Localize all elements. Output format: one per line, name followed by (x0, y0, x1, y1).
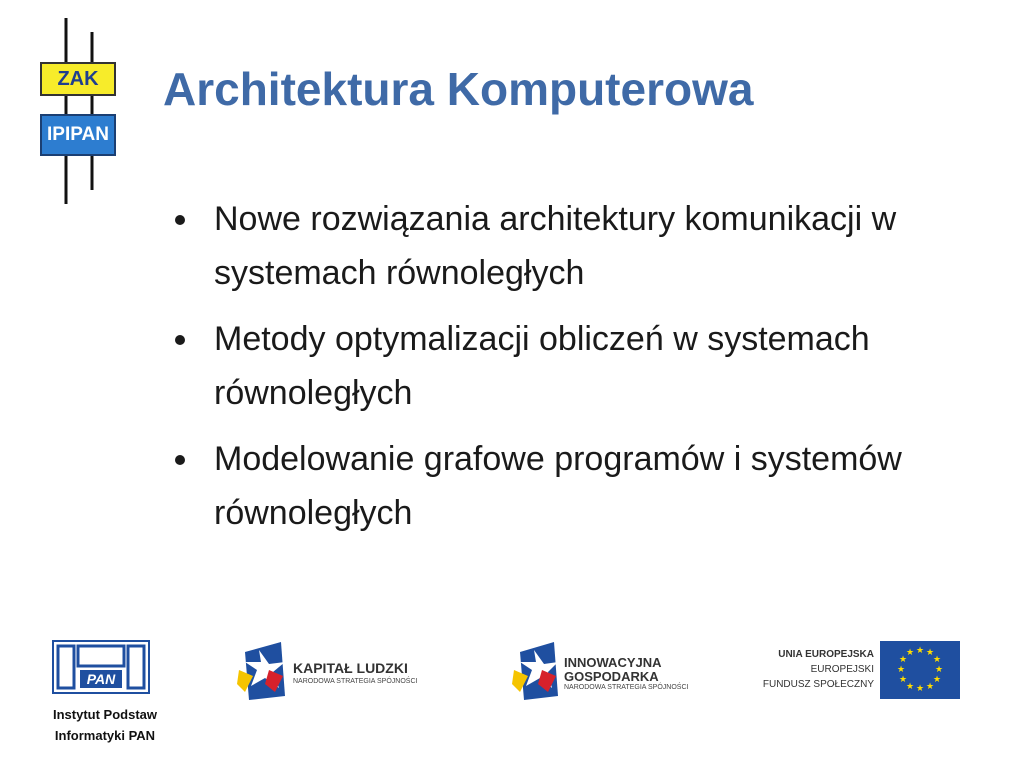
bullet-item (170, 312, 990, 420)
bullet-text: Metody optymalizacji obliczeń w systemach równoległych (214, 320, 870, 412)
svg-text:★: ★ (925, 648, 935, 658)
eu-line1: UNIA EUROPEJSKA (778, 649, 874, 660)
svg-text:★: ★ (932, 655, 942, 665)
innowacyjna-gospodarka-emblem (512, 640, 562, 702)
bullet-item (170, 192, 990, 300)
eu-line3: FUNDUSZ SPOŁECZNY (762, 679, 874, 690)
innowacyjna-gospodarka-name-line1: INNOWACYJNA (564, 655, 662, 670)
eu-efs-logo (760, 640, 960, 702)
pan-caption-line1: Instytut Podstaw (52, 707, 157, 722)
bullet-list (170, 192, 990, 552)
kapital-ludzki-name: KAPITAŁ LUDZKI (293, 660, 408, 676)
svg-text:★: ★ (934, 665, 944, 675)
bullet-icon (175, 455, 185, 465)
svg-text:★: ★ (932, 675, 942, 685)
pan-caption-line2: Informatyki PAN (54, 728, 156, 743)
pan-mark-text: PAN (86, 671, 116, 687)
pan-logo (52, 640, 152, 696)
bullet-item (170, 432, 990, 540)
pan-logo-mark (52, 640, 152, 696)
bullet-icon (175, 215, 185, 225)
bullet-text: Nowe rozwiązania architektury komunikacji w systemach równoległych (214, 200, 897, 292)
eu-line2: EUROPEJSKI (810, 664, 874, 675)
pan-caption (30, 704, 180, 746)
innowacyjna-gospodarka-name-line2: GOSPODARKA (564, 669, 659, 684)
bullet-text: Modelowanie grafowe programów i systemów równoległych (214, 440, 902, 532)
svg-text:★: ★ (915, 684, 925, 694)
svg-text:★: ★ (898, 655, 908, 665)
zak-label: ZAK (40, 62, 116, 96)
svg-text:★: ★ (896, 665, 906, 675)
eu-flag-icon (880, 641, 960, 699)
zak-ipipan-logo (36, 18, 120, 204)
kapital-ludzki-subtitle: NARODOWA STRATEGIA SPÓJNOŚCI (293, 678, 418, 685)
innowacyjna-gospodarka-logo (512, 640, 712, 702)
svg-text:★: ★ (905, 682, 915, 692)
slide-title: Architektura Komputerowa (163, 63, 754, 115)
svg-text:★: ★ (898, 675, 908, 685)
logo-lines (36, 18, 120, 204)
innowacyjna-gospodarka-subtitle: NARODOWA STRATEGIA SPÓJNOŚCI (564, 684, 689, 691)
kapital-ludzki-logo (235, 640, 450, 702)
svg-text:★: ★ (915, 646, 925, 656)
svg-text:★: ★ (905, 648, 915, 658)
svg-text:★: ★ (925, 682, 935, 692)
kapital-ludzki-emblem (235, 640, 291, 702)
bullet-icon (175, 335, 185, 345)
ipipan-label: IPIPAN (40, 114, 116, 156)
